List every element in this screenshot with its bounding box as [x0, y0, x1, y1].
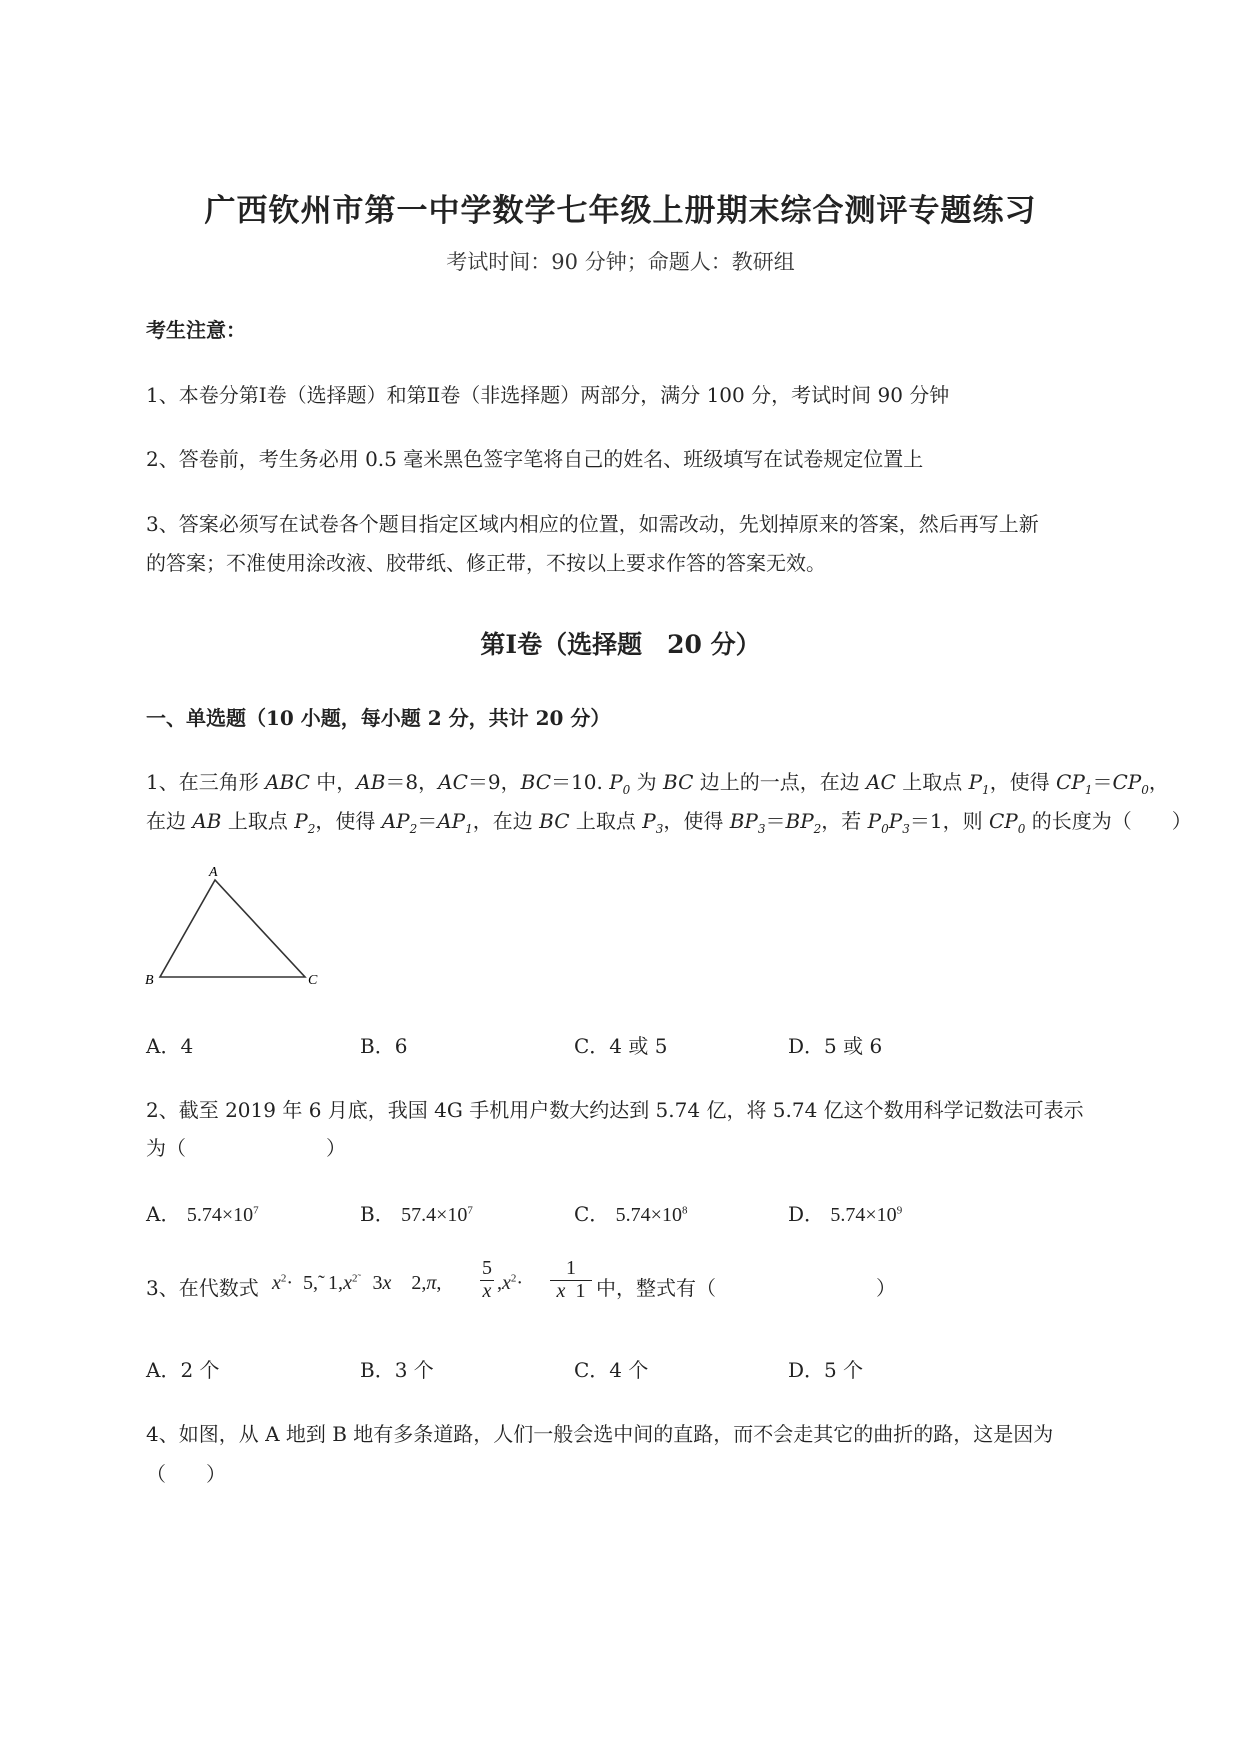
- vertex-a-label: A: [209, 865, 218, 880]
- notice-item-3-line-2: 的答案；不准使用涂改液、胶带纸、修正带，不按以上要求作答的答案无效。: [146, 551, 826, 575]
- section-title: 第Ⅰ卷（选择题 20 分）: [480, 630, 761, 659]
- page-title: 广西钦州市第一中学数学七年级上册期末综合测评专题练习: [204, 193, 1037, 229]
- q2-option-a[interactable]: A． $5.74\times 10^7$: [146, 1202, 259, 1226]
- question-2-line-2: 为（ ）: [146, 1136, 346, 1160]
- question-4-line-1: 4、如图，从 A 地到 B 地有多条道路，人们一般会选中间的直路，而不会走其它的曲折的路，这是因为: [146, 1422, 1054, 1446]
- q1-option-b[interactable]: B．6: [360, 1034, 408, 1058]
- q2-option-c[interactable]: C． $5.74\times 10^8$: [574, 1202, 688, 1226]
- notice-item-1: 1、本卷分第Ⅰ卷（选择题）和第Ⅱ卷（非选择题）两部分，满分 100 分，考试时间 90 分钟: [146, 383, 950, 407]
- vertex-b-label: B: [145, 973, 154, 988]
- q2-option-b[interactable]: B． $57.4\times 10^7$: [360, 1202, 473, 1226]
- q3-option-a[interactable]: A．2 个: [146, 1358, 220, 1382]
- vertex-c-label: C: [308, 973, 318, 988]
- question-3-suffix: 中，整式有（ ）: [596, 1276, 896, 1300]
- q1-option-c[interactable]: C．4 或 5: [574, 1034, 668, 1058]
- q1-option-a[interactable]: A．4: [146, 1034, 194, 1058]
- q2-option-d[interactable]: D． $5.74\times 10^9$: [788, 1202, 903, 1226]
- part-heading: 一、单选题（10 小题，每小题 2 分，共计 20 分）: [146, 706, 611, 730]
- triangle-figure: [140, 862, 330, 990]
- question-1-line-2: 在边 AB 上取点 $P_2$，使得 $AP_2=AP_1$，在边 BC 上取点 $P_3$，使得 $BP_3=BP_2$，若 $P_0P_3=1$，则 $CP_0$ 的长度为（ ）: [146, 809, 1192, 836]
- question-4-line-2: （ ）: [146, 1462, 226, 1486]
- q3-option-c[interactable]: C．4 个: [574, 1358, 649, 1382]
- notice-item-2: 2、答卷前，考生务必用 0.5 毫米黑色签字笔将自己的姓名、班级填写在试卷规定位置上: [146, 447, 924, 471]
- question-3-prefix: 3、在代数式: [146, 1276, 259, 1300]
- q3-option-d[interactable]: D．5 个: [788, 1358, 864, 1382]
- q3-option-b[interactable]: B．3 个: [360, 1358, 434, 1382]
- notice-item-3-line-1: 3、答案必须写在试卷各个题目指定区域内相应的位置，如需改动，先划掉原来的答案，然后再写上新: [146, 512, 1039, 536]
- exam-info: 考试时间：90 分钟；命题人：教研组: [446, 250, 795, 274]
- question-2-line-1: 2、截至 2019 年 6 月底，我国 4G 手机用户数大约达到 5.74 亿，将 5.74 亿这个数用科学记数法可表示: [146, 1098, 1084, 1122]
- notice-heading: 考生注意：: [146, 318, 246, 342]
- question-1-line-1: 1、在三角形 ABC 中，AB＝8，AC＝9，BC＝10. $P_0$ 为 BC 边上的一点，在边 AC 上取点 $P_1$，使得 $CP_1=CP_0$，: [146, 770, 1169, 797]
- q1-option-d[interactable]: D．5 或 6: [788, 1034, 883, 1058]
